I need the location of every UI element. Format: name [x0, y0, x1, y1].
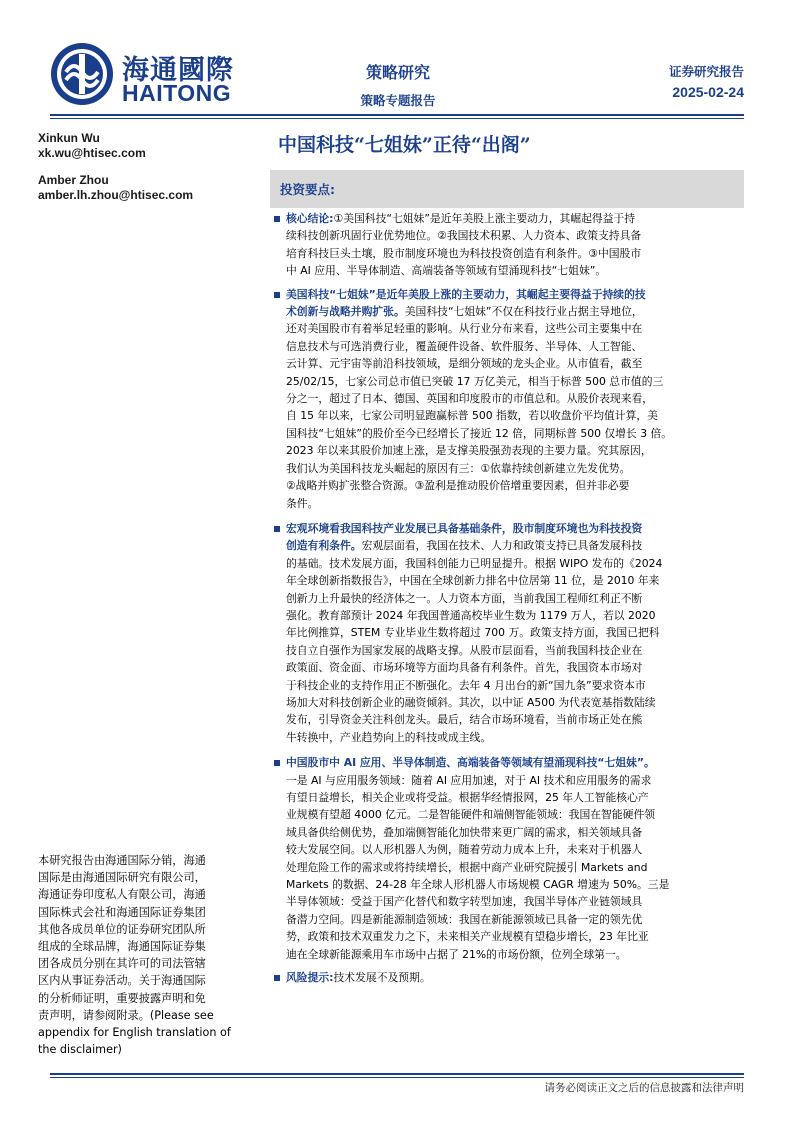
subsection-label: 策略专题报告	[360, 93, 436, 108]
investment-highlights	[270, 206, 742, 986]
section-label: 策略研究	[365, 63, 430, 82]
summary-header-bar	[270, 170, 744, 208]
author-email[interactable]: amber.lh.zhou@htisec.com	[38, 188, 194, 202]
author-name: Xinkun Wu	[38, 131, 100, 145]
bullet-china-sectors: 中国股市中 AI 应用、半导体制造、高端装备等领域有望涌现科技“七姐妹”。 一是 AI 与应用服务领域：随着 AI 应用加速，对于 AI 技术和应用服务的需求 有望日益增长，相关企业或将受益。根据华经情报网，25 年人工智能核心产 业规模有望超 4000 亿元。二是智能硬件和端侧智能领域：我国在智能硬件领 域具备供给侧优势，叠加端侧智能化加快带来更广阔的需求，相关领域具备 较大发展空间。以人形机器人为例，随着劳动力成本上升，未来对于机器人 处理危险工作的需求或将持续增长，根据中商产业研究院援引 Markets and Markets 的数据、24-28 年全球人形机器人市场规模 CAGR 增速为 50%。三是 半导体领域：受益于国产化替代和数字转型加速，我国半导体产业链领域具 备潜力空间。四是新能源制造领域：我国在新能源领域已具备一定的领先优 势，政策和技术双重发力之下，未来相关产业规模有望稳步增长，23 年比亚 迪在全球新能源乘用车市场中占据了 21%的市场份额，位列全球第一。	[270, 754, 742, 963]
footer-divider-thin	[50, 1077, 744, 1078]
bullet-macro-environment: 宏观环境看我国科技产业发展已具备基础条件，股市制度环境也为科技投资 创造有利条件。宏观层面看，我国在技术、人力和政策支持已具备发展科技 的基础。技术发展方面，我国科创能力已明显提升。根据 WIPO 发布的《2024 年全球创新指数报告》，中国在全球创新力排名中位居第 11 位，是 2010 年来 创新力上升最快的经济体之一。人力资本方面，当前我国工程师红利正不断 强化。教育部预计 2024 年我国普通高校毕业生数为 1179 万人，若以 2020 年比例推算，STEM 专业毕业生数将超过 700 万。政策支持方面，我国已把科 技自立自强作为国家发展的战略支撑。从股市层面看，当前我国科技企业在 政策面、资金面、市场环境等方面均具备有利条件。首先，我国资本市场对 于科技企业的支持作用正不断强化。去年 4 月出台的新“国九条”要求资本市 场加大对科技创新企业的融资倾斜。其次，以中证 A500 为代表宽基指数陆续 发布，引导资金关注科创龙头。最后，结合市场环境看，当前市场正处在熊 牛转换中，产业趋势向上的科技或成主线。	[270, 520, 742, 746]
bullet-lead: 风险提示:	[286, 971, 334, 985]
bullet-us-tech: 美国科技“七姐妹”是近年美股上涨的主要动力，其崛起主要得益于持续的技 术创新与战略并购扩张。美国科技“七姐妹”不仅在科技行业占据主导地位， 还对美国股市有着举足轻重的影响。从行业分布来看，这些公司主要集中在 信息技术与可选消费行业，覆盖硬件设备、软件服务、半导体、人工智能、 云计算、元宇宙等前沿科技领域，是细分领域的龙头企业。从市值看，截至 25/02/15，七家公司总市值已突破 17 万亿美元，相当于标普 500 总市值的三 分之一，超过了日本、德国、英国和印度股市的市值总和。从股价表现来看， 自 15 年以来，七家公司明显跑赢标普 500 指数，若以收盘价平均值计算，美 国科技“七姐妹”的股价至今已经增长了接近 12 倍，同期标普 500 仅增长 3 倍。 2023 年以来其股价加速上涨，是支撑美股强劲表现的主要力量。究其原因， 我们认为美国科技龙头崛起的原因有三：①依靠持续创新建立先发优势。 ②战略并购扩张整合资源。③盈利是推动股价倍增重要因素，但并非必要 条件。	[270, 286, 742, 512]
footer-divider	[50, 1073, 744, 1075]
bullet-lead: 核心结论:	[286, 212, 334, 225]
author-email[interactable]: xk.wu@htisec.com	[38, 146, 146, 160]
bullet-core-conclusion: 核心结论:①美国科技“七姐妹”是近年美股上涨主要动力，其崛起得益于持 续科技创新巩固行业优势地位。②我国技术积累、人力资本、政策支持具备 培育科技巨头土壤，股市制度环境也为科技投资创造有利条件。③中国股市 中 AI 应用、半导体制造、高端装备等领域有望涌现科技“七姐妹”。	[270, 210, 742, 280]
haitong-logo-icon	[50, 42, 114, 106]
bullet-risk: 风险提示:技术发展不及预期。	[270, 969, 742, 986]
report-date: 2025-02-24	[672, 84, 744, 100]
footer-notice: 请务必阅读正文之后的信息披露和法律声明	[544, 1082, 744, 1094]
header-divider-thin	[50, 118, 744, 119]
logo-english: HAITONG	[122, 80, 232, 106]
author-name: Amber Zhou	[38, 173, 109, 187]
logo-chinese: 海通國際	[122, 55, 234, 86]
header-divider	[50, 114, 744, 116]
summary-label: 投资要点:	[280, 182, 335, 197]
report-type: 证券研究报告	[668, 64, 744, 79]
report-title: 中国科技“七姐妹”正待“出阁”	[278, 134, 531, 156]
disclaimer: 本研究报告由海通国际分销，海通 国际是由海通国际研究有限公司， 海通证券印度私人有限公司，海通 国际株式会社和海通国际证券集团 其他各成员单位的证券研究团队所 组成的全球品牌，海通国际证券集 团各成员分别在其许可的司法管辖 区内从事证券活动。关于海通国际 的分析师证明，重要披露声明和免 责声明，请参阅附录。(Please see appendix for English translation of the disclaimer)	[38, 854, 231, 1057]
